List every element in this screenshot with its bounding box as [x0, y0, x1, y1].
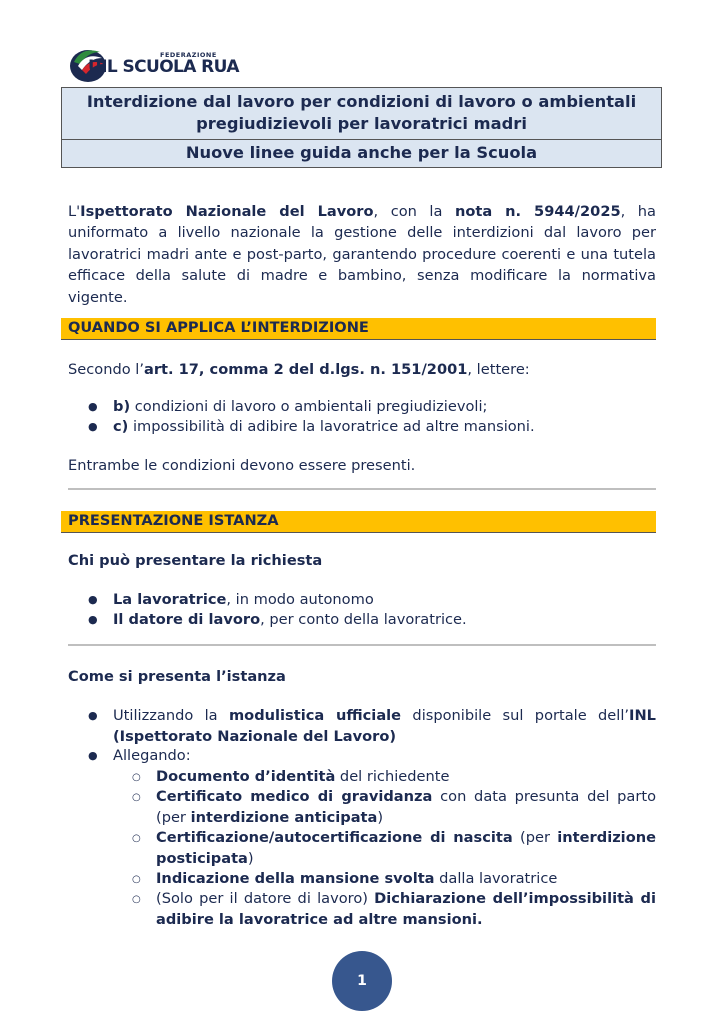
circle-bullet-icon: ○	[132, 833, 141, 844]
list-item: ● b) condizioni di lavoro o ambientali pregiudizievoli;	[88, 397, 656, 418]
document-subtitle: Nuove linee guida anche per la Scuola	[185, 143, 538, 162]
intro-paragraph: L'Ispettorato Nazionale del Lavoro, con la nota n. 5944/2025, ha uniformato a livello nazionale la gestione delle interdizioni dal lavoro per lavoratrici madri ante e post-parto, garantendo procedure coerenti e una tutela efficace della salute di madre e bambino, senza modificare la normativa vigente.	[68, 203, 656, 306]
list-item: ● c) impossibilità di adibire la lavoratrice ad altre mansioni.	[88, 417, 656, 438]
attachment-item: ○ (Solo per il datore di lavoro) Dichiarazione dell’impossibilità di adibire la lavoratrice ad altre mansioni.	[132, 890, 656, 928]
page-number-badge: 1	[332, 951, 392, 1011]
section-header-interdizione: QUANDO SI APPLICA L’INTERDIZIONE	[61, 318, 656, 340]
logo-name-text: UIL SCUOLA RUA	[88, 57, 239, 77]
section1-lead: Secondo l’art. 17, comma 2 del d.lgs. n. 151/2001, lettere:	[68, 361, 530, 378]
attachment-item: ○ Certificazione/autocertificazione di nascita (per interdizione posticipata)	[132, 829, 657, 867]
attachment-item: ○ Documento d’identità del richiedente	[132, 767, 656, 788]
section-header-presentazione: PRESENTAZIONE ISTANZA	[61, 511, 656, 533]
how-heading: Come si presenta l’istanza	[68, 668, 286, 685]
divider	[68, 644, 656, 646]
inl-bold: Ispettorato Nazionale del Lavoro	[80, 203, 374, 220]
divider	[68, 488, 656, 490]
bullet-icon: ●	[88, 420, 98, 433]
bullet-icon: ●	[88, 400, 98, 413]
bullet-icon: ●	[88, 709, 98, 722]
circle-bullet-icon: ○	[132, 792, 141, 803]
who-heading: Chi può presentare la richiesta	[68, 552, 323, 569]
bullet-icon: ●	[88, 593, 98, 606]
bullet-icon: ●	[88, 749, 98, 762]
list-item: ● Il datore di lavoro, per conto della lavoratrice.	[88, 610, 656, 631]
document-title: Interdizione dal lavoro per condizioni di lavoro o ambientali pregiudizievoli per lavoratrici madri	[62, 88, 661, 140]
list-item: ● La lavoratrice, in modo autonomo	[88, 590, 656, 611]
attachment-item: ○ Indicazione della mansione svolta dalla lavoratrice	[132, 869, 656, 890]
circle-bullet-icon: ○	[132, 772, 141, 783]
logo-federation-text: FEDERAZIONE	[160, 51, 217, 59]
attachment-item: ○ Certificato medico di gravidanza con data presunta del parto (per interdizione anticipata)	[132, 788, 656, 826]
circle-bullet-icon: ○	[132, 874, 141, 885]
circle-bullet-icon: ○	[132, 894, 141, 905]
nota-bold: nota n. 5944/2025	[454, 203, 621, 220]
list-item: ● Utilizzando la modulistica ufficiale disponibile sul portale dell’INL (Ispettorato Nazionale del Lavoro)	[88, 707, 656, 745]
title-box	[61, 87, 662, 168]
section1-note: Entrambe le condizioni devono essere presenti.	[68, 457, 416, 474]
list-item: ● Allegando:	[88, 746, 656, 767]
bullet-icon: ●	[88, 613, 98, 626]
